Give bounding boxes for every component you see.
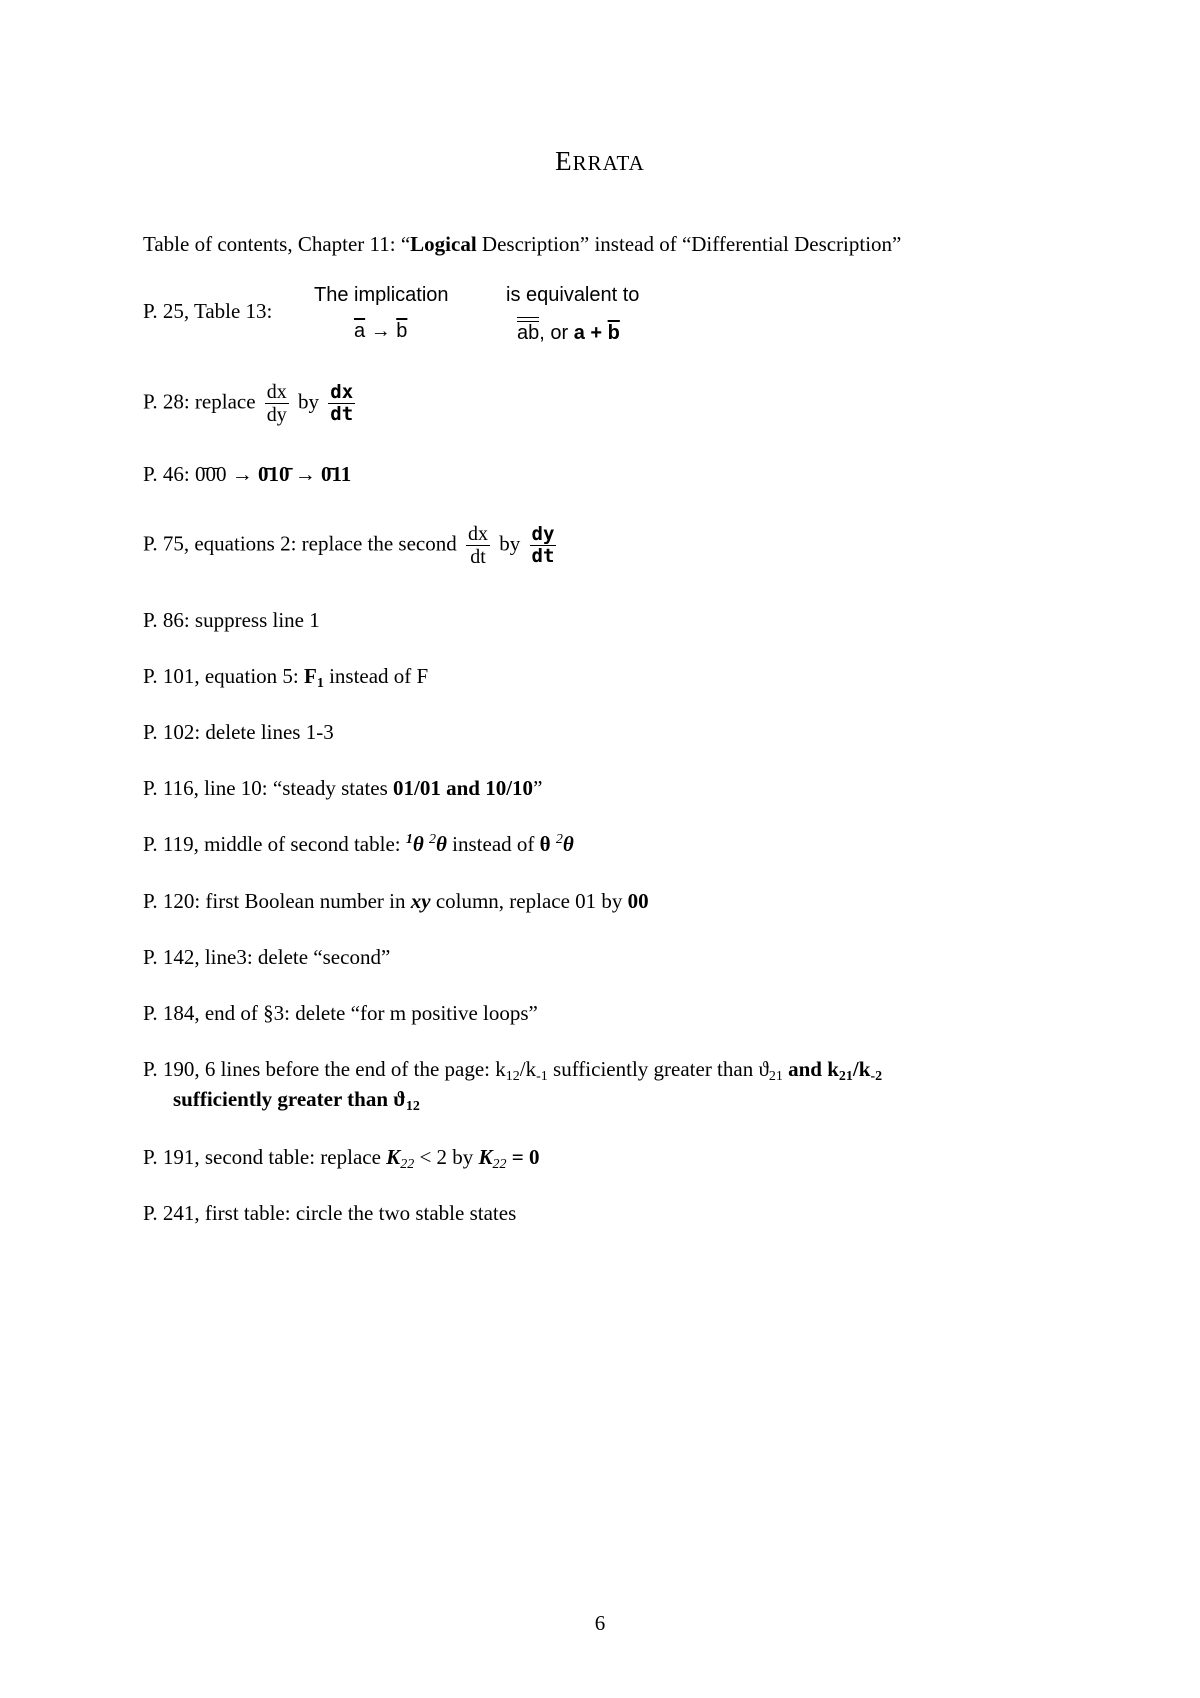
errata-p86: P. 86: suppress line 1 (143, 608, 320, 632)
fraction-dx-dy: $\frac{dx}{dy}$ (266, 381, 287, 426)
errata-p101: P. 101, equation 5: $F_1$ instead of F (143, 664, 429, 691)
errata-p102: P. 102: delete lines 1-3 (143, 720, 334, 744)
errata-p142: P. 142, line3: delete “second” (143, 945, 391, 969)
errata-p116: P. 116, line 10: “steady states 01/01 and 10/10” (143, 776, 543, 800)
errata-toc: Table of contents, Chapter 11: “Logical Description” instead of “Differential Description” (143, 232, 902, 256)
errata-p191: P. 191, second table: replace $K_{22} < 2$ by $K_{22} = 0$ (143, 1145, 540, 1172)
errata-p190: P. 190, 6 lines before the end of the page: $k_{12}/k_{-1}$ sufficiently greater than $ϑ_{21}$ and $k_{21}/k_{-2}$ (143, 1057, 883, 1084)
fraction-dx-dt: $\frac{dx}{dt}$ (468, 523, 488, 568)
implication-expression: $\overline{a} \to \overline{b}$ (354, 320, 408, 342)
equivalent-expression: ab, or $a + \overline{b}$ (517, 322, 620, 344)
table-header-implication: The implication (314, 284, 449, 306)
errata-p28: P. 28: replace $\frac{dx}{dy}$ by $\frac{dx}{dt}$ (143, 381, 354, 426)
errata-p119: P. 119, middle of second table: $^1$θ $^2$θ instead of θ $^2$θ (143, 832, 574, 856)
errata-p120: P. 120: first Boolean number in xy column, replace 01 by 00 (143, 889, 649, 913)
errata-p75: P. 75, equations 2: replace the second $\frac{dx}{dt}$ by $\frac{dy}{dt}$ (143, 523, 555, 568)
errata-page: ERRATA Table of contents, Chapter 11: “Logical Description” instead of “Differential Description” P. 25, Table 13: The implication is equivalent to $\overline{a} \to \overline{b}$ ab, or $a + \overline{b}$ P. 28: replace $\frac{dx}{dy}$ by $\frac{dx}{dt}$ P. 46: 0̄0̄0 → 0̄10̄ → 0̄11 P. 75, equations 2: replace the second $\frac{dx}{dt}$ by $\frac{dy}{dt}$ P. 86: suppress line 1 P. 101, equation 5: $F_1$ instead of F P. 102: delete lines 1-3 P. 116, line 10: “steady states 01/01 and 10/10” P. 119, middle of second table: $^1$θ $^2$θ instead of θ $^2$θ P. 120: first Boolean number in xy column, replace 01 by 00 P. 142, line3: delete “second” P. 184, end of §3: delete “for m positive loops” P. 190, 6 lines before the end of the page: $k_{12}/k_{-1}$ sufficiently greater than $ϑ_{21}$ and $k_{21}/k_{-2}$ sufficiently greater than $ϑ_{12}$ P. 191, second table: replace $K_{22} < 2$ by $K_{22} = 0$ P. 241, first table: circle the two stable states 6 (0, 0, 1200, 1698)
errata-p184: P. 184, end of §3: delete “for m positive loops” (143, 1001, 538, 1025)
errata-p46: P. 46: 0̄0̄0 → 0̄10̄ → 0̄11 (143, 462, 352, 486)
fraction-dx-dt: $\frac{dx}{dt}$ (330, 381, 354, 425)
page-number: 6 (594, 1611, 606, 1635)
errata-p241: P. 241, first table: circle the two stable states (143, 1201, 517, 1225)
errata-p190-continued: sufficiently greater than $ϑ_{12}$ (173, 1087, 420, 1114)
table-header-equivalent: is equivalent to (506, 284, 640, 306)
page-title: ERRATA (555, 146, 645, 176)
fraction-dy-dt: $\frac{dy}{dt}$ (531, 523, 555, 567)
